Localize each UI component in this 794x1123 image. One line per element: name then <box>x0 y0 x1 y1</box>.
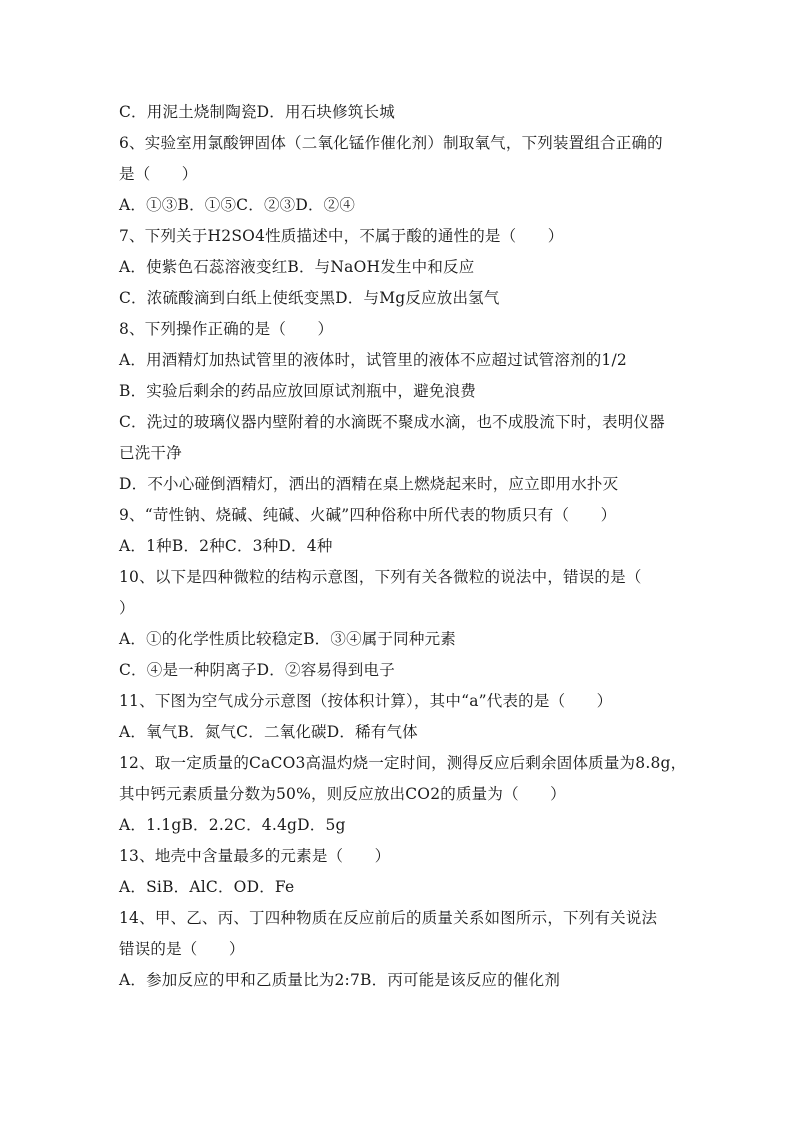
question-12-line-2: 其中钙元素质量分数为50%，则反应放出CO2的质量为（ ） <box>119 785 566 803</box>
options-q7-cd: C．浓硫酸滴到白纸上使纸变黑D．与Mg反应放出氢气 <box>119 289 500 307</box>
options-q13: A．SiB．AlC．OD．Fe <box>119 878 295 896</box>
option-line-q5-cd: C．用泥土烧制陶瓷D．用石块修筑长城 <box>119 103 395 121</box>
question-6-line-1: 6、实验室用氯酸钾固体（二氧化锰作催化剂）制取氧气，下列装置组合正确的 <box>119 134 663 152</box>
options-q7-ab: A．使紫色石蕊溶液变红B．与NaOH发生中和反应 <box>119 258 475 276</box>
question-12-line-1: 12、取一定质量的CaCO3高温灼烧一定时间，测得反应后剩余固体质量为8.8g， <box>119 754 687 772</box>
options-q6: A．①③B．①⑤C．②③D．②④ <box>119 196 356 214</box>
option-q8-a: A．用酒精灯加热试管里的液体时，试管里的液体不应超过试管溶剂的1/2 <box>119 351 627 369</box>
question-13: 13、地壳中含量最多的元素是（ ） <box>119 847 391 865</box>
options-q11: A．氧气B．氮气C．二氧化碳D．稀有气体 <box>119 723 418 741</box>
document-page <box>119 97 687 996</box>
question-10-line-1: 10、以下是四种微粒的结构示意图，下列有关各微粒的说法中，错误的是（ <box>119 568 642 586</box>
options-q12: A．1.1gB．2.2C．4.4gD．5g <box>119 816 346 834</box>
option-q8-b: B．实验后剩余的药品应放回原试剂瓶中，避免浪费 <box>119 382 476 400</box>
options-q10-cd: C．④是一种阴离子D．②容易得到电子 <box>119 661 395 679</box>
option-q8-d: D．不小心碰倒酒精灯，洒出的酒精在桌上燃烧起来时，应立即用水扑灭 <box>119 475 619 493</box>
question-14-line-1: 14、甲、乙、丙、丁四种物质在反应前后的质量关系如图所示，下列有关说法 <box>119 909 658 927</box>
question-14-line-2: 错误的是（ ） <box>119 940 245 958</box>
question-6-line-2: 是（ ） <box>119 165 198 183</box>
question-7: 7、下列关于H2SO4性质描述中，不属于酸的通性的是（ ） <box>119 227 564 245</box>
option-q8-c-line-2: 已洗干净 <box>119 444 182 462</box>
options-q9: A．1种B．2种C．3种D．4种 <box>119 537 333 555</box>
option-q8-c-line-1: C．洗过的玻璃仪器内壁附着的水滴既不聚成水滴，也不成股流下时，表明仪器 <box>119 413 665 431</box>
options-q10-ab: A．①的化学性质比较稳定B．③④属于同种元素 <box>119 630 456 648</box>
options-q14-ab: A．参加反应的甲和乙质量比为2:7B．丙可能是该反应的催化剂 <box>119 971 561 989</box>
question-9: 9、“苛性钠、烧碱、纯碱、火碱”四种俗称中所代表的物质只有（ ） <box>119 506 617 524</box>
question-10-line-2: ） <box>119 599 135 617</box>
question-11: 11、下图为空气成分示意图（按体积计算），其中“a”代表的是（ ） <box>119 692 613 710</box>
question-8: 8、下列操作正确的是（ ） <box>119 320 334 338</box>
